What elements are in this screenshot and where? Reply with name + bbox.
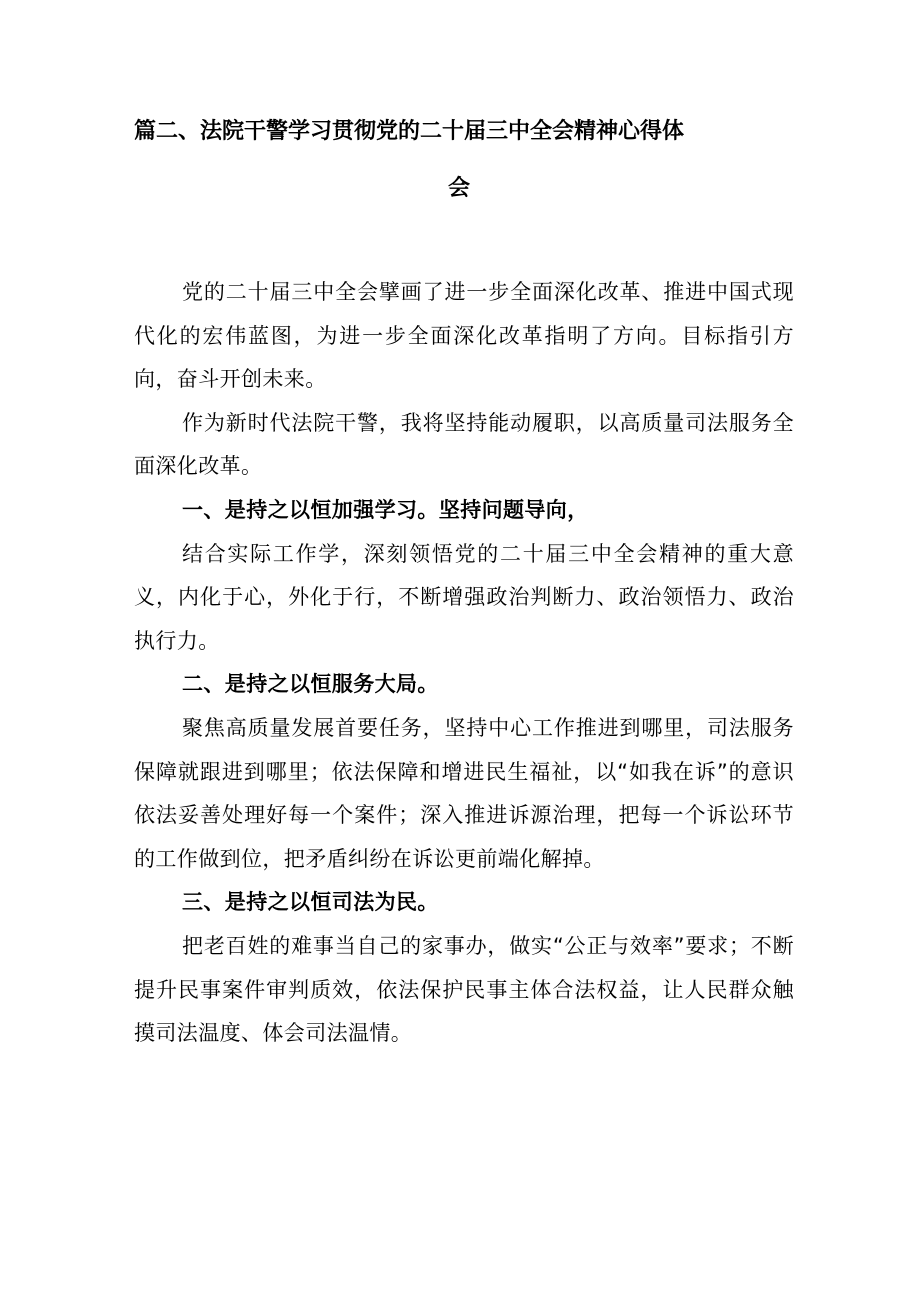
paragraph-section-1: 结合实际工作学，深刻领悟党的二十届三中全会精神的重大意义，内化于心，外化于行，不断增强政治判断力、政治领悟力、政治执行力。 xyxy=(134,541,794,653)
document-body xyxy=(134,271,794,1056)
document-title-line-2: 会 xyxy=(448,176,471,201)
paragraph-section-3: 把老百姓的难事当自己的家事办，做实“公正与效率”要求；不断提升民事案件审判质效，依法保护民事主体合法权益，让人民群众触摸司法温度、体会司法温情。 xyxy=(134,933,794,1046)
section-heading-2: 二、是持之以恒服务大局。 xyxy=(182,672,439,697)
section-heading-1: 一、是持之以恒加强学习。坚持问题导向， xyxy=(182,497,589,522)
paragraph-commitment: 作为新时代法院干警，我将坚持能动履职，以高质量司法服务全面深化改革。 xyxy=(134,410,794,479)
paragraph-intro: 党的二十届三中全会擘画了进一步全面深化改革、推进中国式现代化的宏伟蓝图，为进一步全面深化改革指明了方向。目标指引方向，奋斗开创未来。 xyxy=(134,280,794,392)
paragraph-section-2: 聚焦高质量发展首要任务，坚持中心工作推进到哪里，司法服务保障就跟进到哪里；依法保障和增进民生福祉，以“如我在诉”的意识依法妥善处理好每一个案件；深入推进诉源治理，把每一个诉讼环节的工作做到位，把矛盾纠纷在诉讼更前端化解掉。 xyxy=(134,715,794,871)
section-heading-3: 三、是持之以恒司法为民。 xyxy=(182,890,439,915)
document-title-line-1: 篇二、法院干警学习贯彻党的二十届三中全会精神心得体 xyxy=(134,119,685,144)
